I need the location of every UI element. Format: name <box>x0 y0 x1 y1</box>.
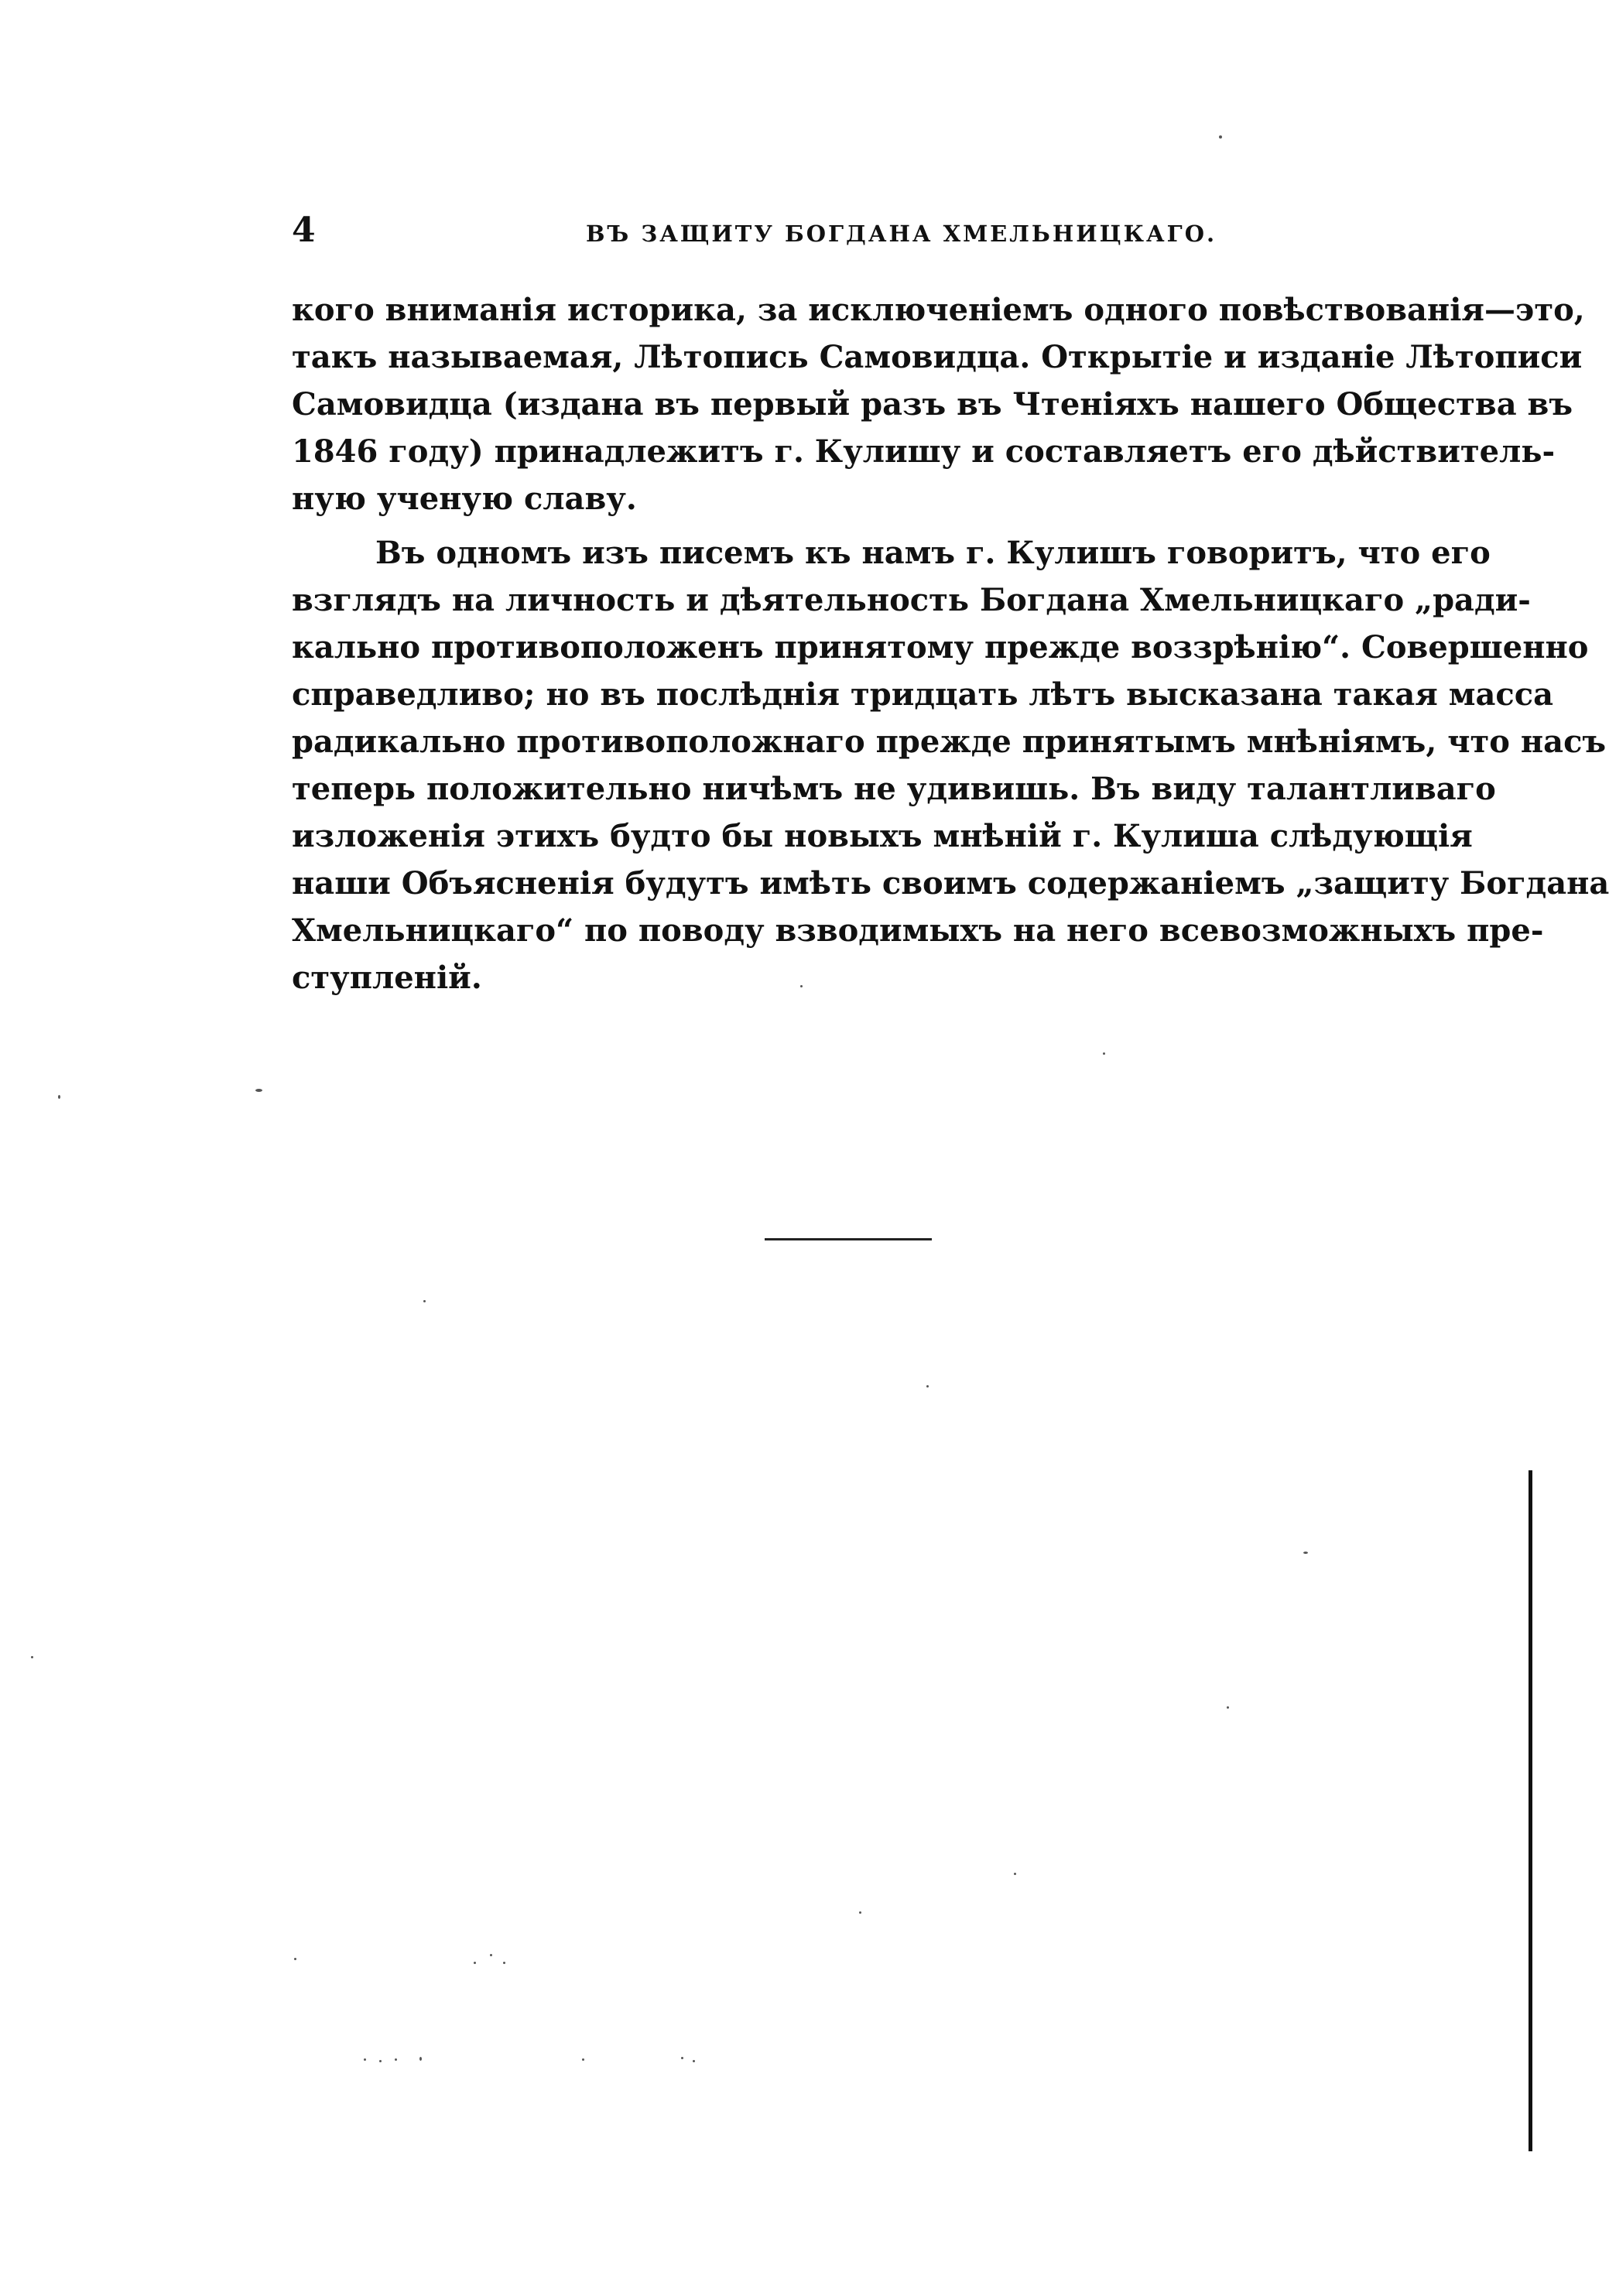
scan-edge-shadow <box>1529 1470 1532 2151</box>
scan-speck <box>1303 1552 1308 1554</box>
scan-speck <box>681 2057 683 2059</box>
text-line: ную ученую славу. <box>292 481 637 517</box>
text-line: справедливо; но въ послѣднія тридцать лѣтъ высказана такая масса <box>292 676 1554 713</box>
scan-speck <box>395 2058 397 2061</box>
text-line: радикально противоположнаго прежде принятымъ мнѣніямъ, что насъ <box>292 724 1607 760</box>
scan-speck <box>926 1385 929 1388</box>
scan-speck <box>379 2060 382 2062</box>
text-line: изложенія этихъ будто бы новыхъ мнѣній г. Кулиша слѣдующія <box>292 818 1473 854</box>
scan-speck <box>503 1962 505 1964</box>
scan-speck <box>1014 1873 1016 1875</box>
scan-speck <box>693 2060 695 2062</box>
text-line: Въ одномъ изъ писемъ къ намъ г. Кулишъ говоритъ, что его <box>375 535 1491 571</box>
text-line: кально противоположенъ принятому прежде воззрѣнію“. Совершенно <box>292 629 1589 666</box>
text-line: такъ называемая, Лѣтопись Самовидца. Открытіе и изданіе Лѣтописи <box>292 339 1583 375</box>
running-head <box>292 207 1406 254</box>
scan-speck <box>294 1958 296 1960</box>
scan-speck <box>582 2058 584 2061</box>
paragraph-2 <box>292 529 1609 1001</box>
end-rule <box>765 1238 932 1240</box>
text-line: Самовидца (издана въ первый разъ въ Чтеніяхъ нашего Общества въ <box>292 386 1573 423</box>
scan-speck <box>490 1954 492 1956</box>
scan-speck <box>423 1300 426 1302</box>
text-line: взглядъ на личность и дѣятельность Богдана Хмельницкаго „ради- <box>292 582 1531 618</box>
text-line: теперь положительно ничѣмъ не удивишь. Въ виду талантливаго <box>292 771 1496 807</box>
text-line: наши Объясненія будутъ имѣть своимъ содержаніемъ „защиту Богдана <box>292 865 1609 902</box>
scan-speck <box>255 1089 262 1092</box>
scan-speck <box>859 1911 861 1914</box>
paragraph-1 <box>292 286 1585 522</box>
scan-speck <box>58 1095 60 1099</box>
scan-speck <box>1103 1052 1105 1055</box>
scan-speck <box>419 2057 422 2061</box>
text-line: кого вниманія историка, за исключеніемъ одного повѣствованія—это, <box>292 292 1585 328</box>
scan-speck <box>1219 135 1222 139</box>
scan-speck <box>1227 1706 1229 1709</box>
scan-speck <box>474 1962 476 1964</box>
running-title: ВЪ ЗАЩИТУ БОГДАНА ХМЕЛЬНИЦКАГО. <box>586 221 1217 247</box>
text-line: Хмельницкаго“ по поводу взводимыхъ на него всевозможныхъ пре- <box>292 912 1544 949</box>
scan-speck <box>800 985 803 987</box>
scan-speck <box>364 2058 366 2061</box>
scan-speck <box>31 1656 33 1658</box>
page-number: 4 <box>292 210 316 250</box>
text-line: ступленій. <box>292 960 482 996</box>
text-line: 1846 году) принадлежитъ г. Кулишу и составляетъ его дѣйствитель- <box>292 433 1556 470</box>
body-text <box>292 286 1609 1001</box>
